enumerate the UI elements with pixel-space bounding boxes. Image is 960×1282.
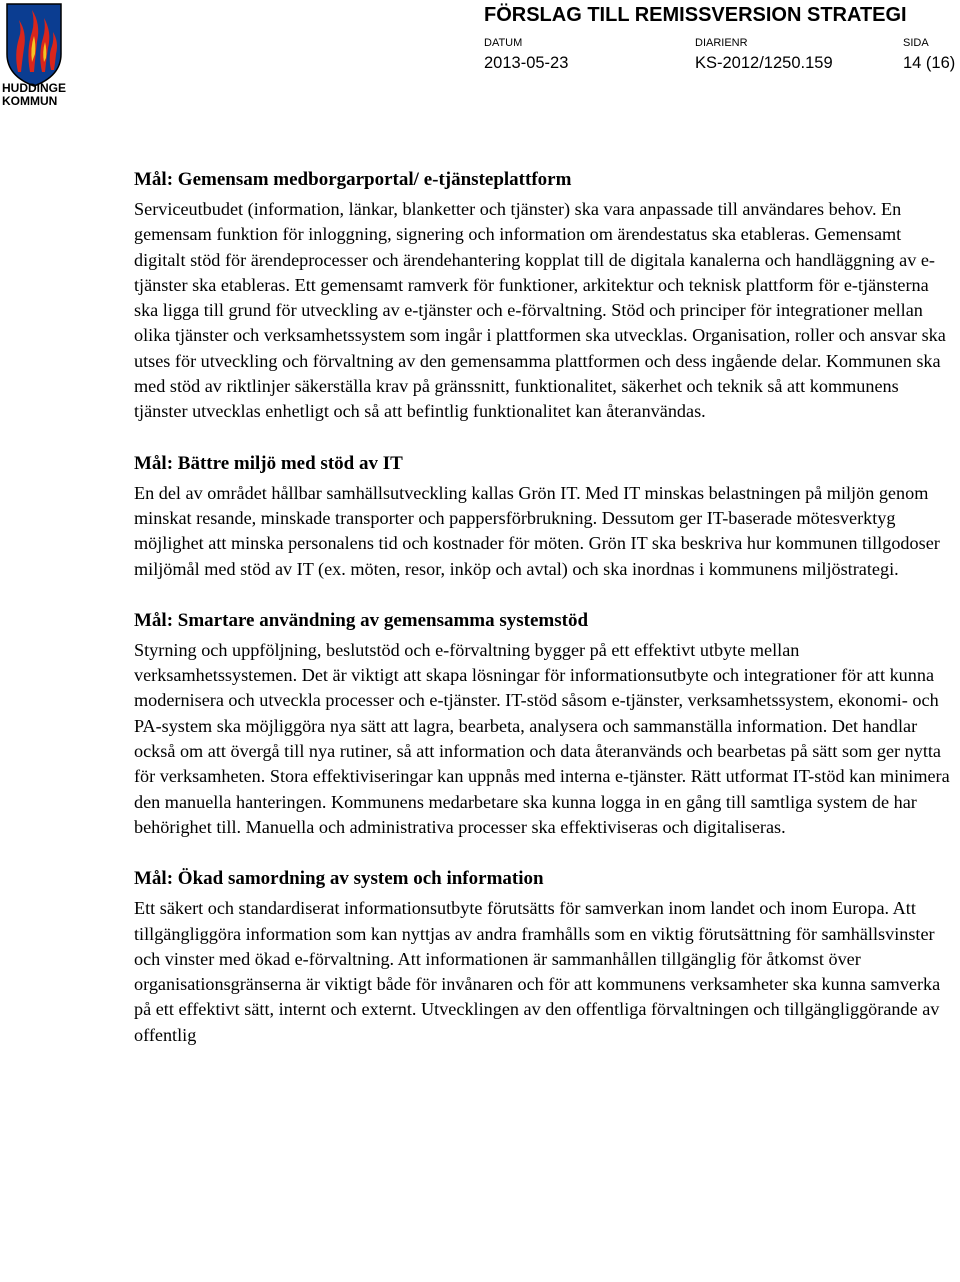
date-field — [484, 37, 568, 73]
logo-text — [2, 82, 68, 108]
registry-number-label: DIARIENR — [695, 37, 748, 49]
page-number-label: SIDA — [903, 37, 929, 49]
date-value: 2013-05-23 — [484, 54, 569, 72]
page-number-field — [903, 37, 959, 73]
section-heading: Mål: Gemensam medborgarportal/ e-tjänsteplattform — [134, 169, 572, 190]
section-medborgarportal — [134, 167, 954, 425]
logo-text-line2: KOMMUN — [2, 94, 58, 108]
municipality-logo — [2, 2, 68, 110]
registry-number-value: KS-2012/1250.159 — [695, 54, 833, 72]
registry-number-field — [695, 37, 833, 73]
section-paragraph: Styrning och uppföljning, beslutstöd och e-förvaltning bygger på ett effektivt utbyte mellan verksamhetssystemen. Det är viktigt att skapa lösningar för informationsutbyte och integrationer för att kunna modernisera och utveckla processer och e-tjänster. IT-stöd såsom e-tjänster, verksamhetssystem, ekonomi- och PA-system ska möjliggöra nya sätt att lagra, bearbeta, analysera och sammanställa information. Det handlar också om att övergå till nya rutiner, så att information och data återanvänds och bearbetas på sätt som ger nytta för verksamheten. Stora effektiviseringar kan uppnås med interna e-tjänster. Rätt utformat IT-stöd kan minimera den manuella hanteringen. Kommunens medarbetare ska kunna logga in en gång till samtliga system de har behörighet till. Manuella och administrativa processer ska effektiviseras och digitaliseras. — [134, 639, 950, 837]
document-title: FÖRSLAG TILL REMISSVERSION STRATEGI — [484, 4, 907, 26]
section-heading: Mål: Smartare användning av gemensamma systemstöd — [134, 609, 589, 631]
page-number-value: 14 (16) — [903, 54, 956, 72]
section-samordning — [134, 866, 954, 1048]
date-label: DATUM — [484, 37, 523, 49]
document-body — [134, 167, 954, 1048]
coat-of-arms-icon — [5, 2, 63, 88]
section-paragraph: Serviceutbudet (information, länkar, blanketter och tjänster) ska vara anpassade till användares behov. En gemensam funktion för inloggning, signering och information om ärendestatus ska etableras. Gemensamt digitalt stöd för ärendeprocesser och ärendehantering kopplat till de digitala kanalerna och handläggning av e-tjänster ska etableras. Ett gemensamt ramverk för funktioner, arkitektur och teknisk plattform för e-tjänsterna ska ligga till grund för utveckling av e-tjänster och e-förvaltning. Stöd och principer för integrationer mellan olika tjänster och verksamhetssystem som ingår i plattformen ska utvecklas. Organisation, roller och ansvar ska utses för utveckling och förvaltning av den gemensamma plattformen och dess ingående delar. Kommunen ska med stöd av riktlinjer säkerställa krav på gränssnitt, funktionalitet, säkerhet och teknik så att kommunens tjänster utvecklas enhetligt och så att befintlig funktionalitet kan återanvändas. — [134, 199, 946, 422]
section-paragraph: Ett säkert och standardiserat informationsutbyte förutsätts för samverkan inom landet och inom Europa. Att tillgängliggöra information som kan nyttjas av andra framhålls som en viktig förutsättning för samhällsvinster och vinster med ökad e-förvaltning. Att informationen är sammanhållen tillgänglig för åtkomst över organisationsgränserna är viktigt både för invånaren och för att kommunens verksamheter ska kunna samverka på ett effektivt sätt, internt och externt. Utvecklingen av den offentliga förvaltningen och tillgängliggörande av offentlig — [134, 898, 941, 1045]
section-heading: Mål: Bättre miljö med stöd av IT — [134, 452, 403, 474]
section-miljo — [134, 451, 954, 582]
logo-text-line1: HUDDINGE — [2, 81, 67, 95]
section-systemstod — [134, 608, 954, 840]
section-paragraph: En del av området hållbar samhällsutveckling kallas Grön IT. Med IT minskas belastningen på miljön genom minskat resande, minskade transporter och pappersförbrukning. Dessutom ger IT-baserade mötesverktyg möjlighet att minska personalens tid och kostnader för möten. Grön IT ska beskriva hur kommunen tillgodoser miljömål med stöd av IT (ex. möten, resor, inköp och avtal) och ska inordnas i kommunens miljöstrategi. — [134, 482, 940, 579]
section-heading: Mål: Ökad samordning av system och information — [134, 868, 544, 890]
